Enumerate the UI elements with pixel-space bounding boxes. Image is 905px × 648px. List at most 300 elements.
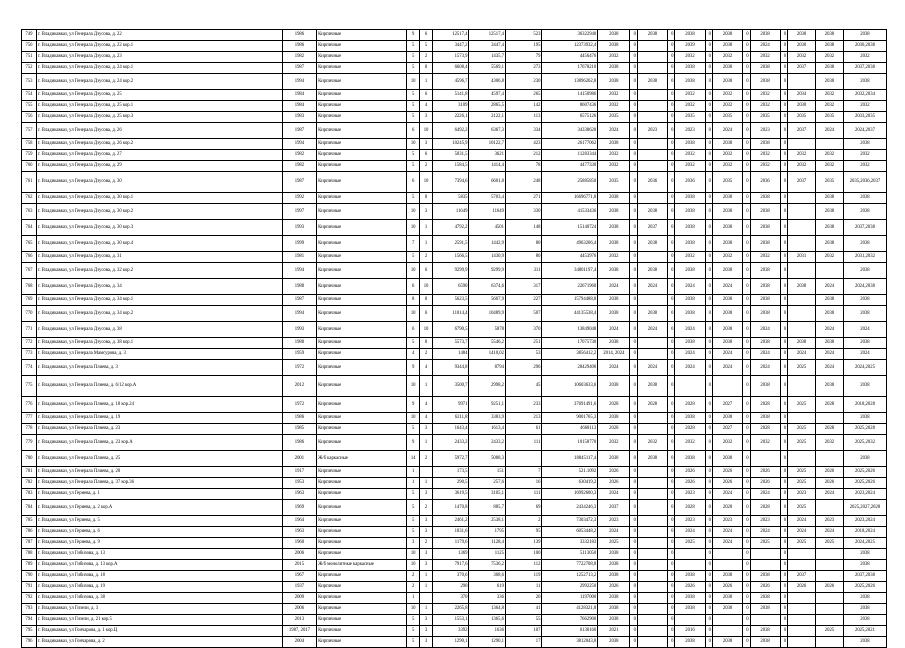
cell-repair-cost: 3332183 (542, 538, 598, 549)
cell-year-foundation: 2038 (788, 279, 816, 295)
cell-address: г. Владикавказ, ул Генерала Дзусова, д. 23 (37, 52, 283, 63)
cell-zero-1: 0 (630, 150, 638, 161)
cell-total-area: 2461,2 (432, 516, 468, 527)
cell-year-foundation: 2037 (788, 571, 816, 582)
cell-year-engineering: 2038 (713, 451, 743, 467)
cell-residents: 251 (505, 338, 541, 349)
cell-address: г. Владикавказ, ул Генерала Дзусова, д. 25 кор.1 (37, 101, 283, 112)
table-row (22, 478, 887, 489)
cell-year-other: 2038 (816, 63, 844, 74)
cell-living-area: 1435,7 (469, 52, 505, 63)
cell-zero-3: 0 (705, 451, 713, 467)
cell-year-engineering: 2038 (713, 263, 743, 279)
cell-entrances: 4 (420, 413, 433, 424)
cell-year-engineering: 2024 (713, 489, 743, 500)
cell-entrances: 3 (420, 626, 433, 637)
cell-year-basement: 2038 (750, 220, 780, 236)
cell-repair-cost: 34338620 (542, 123, 598, 139)
cell-residents: 370 (505, 322, 541, 338)
cell-wall-material: Кирпичные (317, 604, 407, 615)
cell-period-summary: 2038 (843, 193, 886, 204)
cell-year-facade: 2028 (675, 397, 705, 413)
cell-year-foundation: 2038 (788, 338, 816, 349)
cell-zero-3: 0 (705, 413, 713, 424)
cell-year-basement: 2025 (750, 538, 780, 549)
cell-zero-5: 0 (780, 582, 788, 593)
cell-zero-3: 0 (705, 626, 713, 637)
cell-total-area: 1179,6 (432, 538, 468, 549)
cell-living-area: 4597,4 (469, 90, 505, 101)
cell-year-elevator: 2024 (637, 279, 667, 295)
cell-repair-cost: 36322940 (542, 30, 598, 41)
cell-floors: 5 (407, 252, 420, 263)
cell-period-summary: 2024,2038 (843, 279, 886, 295)
cell-year-facade: 2032 (675, 90, 705, 101)
cell-zero-5: 0 (780, 63, 788, 74)
cell-year-basement: 2038 (750, 637, 780, 648)
cell-year-engineering: 2038 (713, 306, 743, 322)
cell-zero-2: 0 (667, 593, 675, 604)
cell-zero-1: 0 (630, 172, 638, 193)
cell-wall-material: Кирпичные (317, 101, 407, 112)
cell-year-built: 1963 (282, 527, 316, 538)
cell-year-engineering: 2038 (713, 571, 743, 582)
cell-zero-3: 0 (705, 338, 713, 349)
cell-entrances: 6 (420, 90, 433, 101)
cell-entrances: 10 (420, 322, 433, 338)
cell-year-engineering: 2028 (713, 500, 743, 516)
cell-zero-2: 0 (667, 52, 675, 63)
table-row (22, 451, 887, 467)
cell-residents: 69 (505, 500, 541, 516)
cell-year-facade: 2023 (675, 516, 705, 527)
cell-year-basement: 2038 (750, 604, 780, 615)
cell-total-area: 3500,7 (432, 376, 468, 397)
cell-year-elevator: 2038 (637, 236, 667, 252)
cell-year-elevator (637, 615, 667, 626)
cell-row-number: 771 (22, 322, 37, 338)
cell-row-number: 767 (22, 263, 37, 279)
cell-year-basement (750, 549, 780, 560)
cell-year-facade: 2036 (675, 172, 705, 193)
cell-zero-2: 0 (667, 500, 675, 516)
cell-zero-3: 0 (705, 236, 713, 252)
cell-period-summary: 2018,2028 (843, 397, 886, 413)
cell-zero-1: 0 (630, 376, 638, 397)
cell-row-number: 777 (22, 413, 37, 424)
cell-zero-3: 0 (705, 101, 713, 112)
cell-residents: 273 (505, 63, 541, 74)
cell-repair-cost: 15140724 (542, 220, 598, 236)
cell-year-foundation (788, 637, 816, 648)
cell-wall-material: Кирпичные (317, 435, 407, 451)
cell-zero-1: 0 (630, 527, 638, 538)
cell-year-built: 1960 (282, 538, 316, 549)
cell-address: г. Владикавказ, ул Гериева, д. 2 кор.А (37, 500, 283, 516)
cell-total-area: 173,5 (432, 467, 468, 478)
cell-zero-3: 0 (705, 397, 713, 413)
cell-year-facade: 2039 (675, 41, 705, 52)
table-row (22, 322, 887, 338)
cell-period-summary: 2038 (843, 604, 886, 615)
cell-year-built: 1994 (282, 139, 316, 150)
cell-period-summary: 2038 (843, 549, 886, 560)
cell-year-elevator: 2024 (637, 322, 667, 338)
cell-zero-1: 0 (630, 593, 638, 604)
cell-zero-5: 0 (780, 376, 788, 397)
cell-entrances: 2 (420, 349, 433, 360)
cell-total-area: 9971 (432, 397, 468, 413)
cell-floors: 9 (407, 360, 420, 376)
cell-zero-4: 0 (743, 593, 751, 604)
cell-year-roof: 2024 (598, 489, 630, 500)
cell-floors: 5 (407, 41, 420, 52)
cell-year-other: 2028 (816, 424, 844, 435)
cell-year-foundation (788, 549, 816, 560)
cell-entrances: 1 (420, 604, 433, 615)
cell-total-area: 2265,8 (432, 604, 468, 615)
cell-period-summary: 2038 (843, 263, 886, 279)
cell-total-area: 2433,2 (432, 435, 468, 451)
cell-zero-5: 0 (780, 279, 788, 295)
cell-zero-5: 0 (780, 30, 788, 41)
cell-year-facade: 2023 (675, 489, 705, 500)
cell-entrances: 4 (420, 101, 433, 112)
cell-row-number: 762 (22, 193, 37, 204)
cell-year-elevator (637, 637, 667, 648)
cell-year-foundation: 2037 (788, 63, 816, 74)
cell-year-roof: 2038 (598, 637, 630, 648)
cell-address: г. Владикавказ, ул Генерала Дзусова, д. 38 (37, 322, 283, 338)
cell-floors: 14 (407, 451, 420, 467)
cell-living-area: 1430,9 (469, 252, 505, 263)
cell-zero-5: 0 (780, 236, 788, 252)
table-row (22, 360, 887, 376)
cell-zero-4: 0 (743, 582, 751, 593)
table-row (22, 560, 887, 571)
cell-year-roof: 2026 (598, 478, 630, 489)
cell-wall-material: Кирпичные (317, 626, 407, 637)
cell-living-area: 336 (469, 593, 505, 604)
cell-year-built: 1987 (282, 295, 316, 306)
cell-year-elevator (637, 101, 667, 112)
cell-year-built: 1967 (282, 571, 316, 582)
cell-wall-material: Кирпичные (317, 63, 407, 74)
table-row (22, 615, 887, 626)
cell-zero-5: 0 (780, 451, 788, 467)
cell-year-built: 2009 (282, 593, 316, 604)
cell-total-area: 5141,8 (432, 90, 468, 101)
cell-year-engineering: 2032 (713, 161, 743, 172)
cell-repair-cost: 44135538,4 (542, 306, 598, 322)
cell-zero-5: 0 (780, 220, 788, 236)
cell-repair-cost: 1197000 (542, 593, 598, 604)
cell-address: г. Владикавказ, ул Гончарова, д. 1 кор.Ц (37, 626, 283, 637)
cell-residents: 100 (505, 549, 541, 560)
cell-row-number: 788 (22, 549, 37, 560)
cell-year-roof: 2032 (598, 252, 630, 263)
cell-residents: 195 (505, 41, 541, 52)
cell-year-roof: 2032 (598, 161, 630, 172)
cell-repair-cost: 13896262,8 (542, 74, 598, 90)
cell-zero-5: 0 (780, 397, 788, 413)
cell-row-number: 772 (22, 338, 37, 349)
cell-year-elevator: 2023 (637, 123, 667, 139)
cell-year-basement: 2024 (750, 322, 780, 338)
cell-living-area: 2865,5 (469, 101, 505, 112)
cell-year-basement: 2026 (750, 582, 780, 593)
cell-row-number: 764 (22, 220, 37, 236)
cell-year-facade: 2024 (675, 527, 705, 538)
table-row (22, 112, 887, 123)
cell-living-area: 10489,9 (469, 306, 505, 322)
cell-zero-2: 0 (667, 435, 675, 451)
cell-zero-4: 0 (743, 220, 751, 236)
cell-row-number: 759 (22, 150, 37, 161)
table-row (22, 489, 887, 500)
cell-zero-1: 0 (630, 41, 638, 52)
cell-zero-3: 0 (705, 204, 713, 220)
cell-year-elevator (637, 52, 667, 63)
cell-year-basement (750, 451, 780, 467)
table-row (22, 467, 887, 478)
cell-year-facade: 2038 (675, 139, 705, 150)
cell-row-number: 785 (22, 516, 37, 527)
cell-year-elevator (637, 112, 667, 123)
cell-year-elevator (637, 413, 667, 424)
cell-zero-2: 0 (667, 263, 675, 279)
cell-total-area: 1573,9 (432, 52, 468, 63)
cell-zero-3: 0 (705, 435, 713, 451)
cell-entrances: 3 (420, 549, 433, 560)
cell-zero-1: 0 (630, 349, 638, 360)
cell-zero-3: 0 (705, 306, 713, 322)
cell-year-foundation: 2024 (788, 516, 816, 527)
cell-year-built: 1987 (282, 172, 316, 193)
cell-address: г. Владикавказ, ул Генерала Дзусова, д. 24 кор.2 (37, 74, 283, 90)
cell-zero-1: 0 (630, 220, 638, 236)
cell-zero-4: 0 (743, 376, 751, 397)
cell-zero-3: 0 (705, 252, 713, 263)
cell-zero-2: 0 (667, 306, 675, 322)
cell-year-engineering: 2038 (713, 295, 743, 306)
cell-living-area: 6374,6 (469, 279, 505, 295)
cell-zero-3: 0 (705, 172, 713, 193)
cell-year-built: 1986 (282, 30, 316, 41)
cell-wall-material: Кирпичные (317, 478, 407, 489)
cell-year-elevator: 2038 (637, 376, 667, 397)
cell-living-area: 1414,4 (469, 161, 505, 172)
cell-living-area: 7536,2 (469, 560, 505, 571)
cell-zero-4: 0 (743, 397, 751, 413)
cell-year-other: 2038 (816, 30, 844, 41)
cell-year-basement: 2038 (750, 236, 780, 252)
cell-zero-4: 0 (743, 604, 751, 615)
cell-year-foundation: 2024 (788, 349, 816, 360)
cell-year-foundation (788, 236, 816, 252)
cell-living-area: 6367,3 (469, 123, 505, 139)
cell-zero-4: 0 (743, 204, 751, 220)
cell-year-elevator: 2038 (637, 306, 667, 322)
cell-wall-material: Кирпичные (317, 161, 407, 172)
cell-living-area: 8794 (469, 360, 505, 376)
cell-year-elevator: 2038 (637, 74, 667, 90)
cell-residents: 233 (505, 397, 541, 413)
cell-year-engineering (713, 376, 743, 397)
cell-repair-cost: 2992250 (542, 582, 598, 593)
cell-zero-4: 0 (743, 360, 751, 376)
cell-wall-material: Кирпичные (317, 322, 407, 338)
cell-address: г. Владикавказ, ул Гибизова, д. 18 (37, 571, 283, 582)
cell-zero-1: 0 (630, 236, 638, 252)
cell-wall-material: Кирпичные (317, 279, 407, 295)
cell-entrances: 2 (420, 52, 433, 63)
cell-address: г. Владикавказ, ул Генерала Плиева, д. 23 кор.А (37, 435, 283, 451)
cell-zero-3: 0 (705, 560, 713, 571)
cell-entrances: 3 (420, 139, 433, 150)
cell-entrances: 3 (420, 112, 433, 123)
cell-total-area: 3619,5 (432, 489, 468, 500)
cell-residents: 119 (505, 571, 541, 582)
cell-year-engineering: 2038 (713, 41, 743, 52)
cell-year-foundation: 2032 (788, 161, 816, 172)
cell-year-engineering: 2024 (713, 538, 743, 549)
cell-period-summary: 2030,2038 (843, 41, 886, 52)
cell-year-foundation: 2025 (788, 435, 816, 451)
cell-zero-4: 0 (743, 424, 751, 435)
table-row (22, 338, 887, 349)
cell-living-area: 12517,4 (469, 30, 505, 41)
cell-period-summary: 2025,2021 (843, 626, 886, 637)
table-row (22, 435, 887, 451)
cell-year-basement: 2038 (750, 193, 780, 204)
cell-year-other: 2026 (816, 467, 844, 478)
cell-year-other: 2024 (816, 489, 844, 500)
cell-year-roof: 2038 (598, 41, 630, 52)
cell-year-foundation: 2026 (788, 582, 816, 593)
cell-year-facade: 2032 (675, 101, 705, 112)
cell-wall-material: Кирпичные (317, 338, 407, 349)
cell-period-summary: 2025,2026 (843, 467, 886, 478)
cell-zero-2: 0 (667, 193, 675, 204)
cell-living-area: 3105,1 (469, 489, 505, 500)
cell-year-facade: 2038 (675, 74, 705, 90)
cell-year-built: 1987, 2017 (282, 626, 316, 637)
cell-living-area: 3383,9 (469, 413, 505, 424)
cell-year-roof: 2032 (598, 101, 630, 112)
cell-zero-2: 0 (667, 236, 675, 252)
cell-row-number: 774 (22, 360, 37, 376)
cell-zero-4: 0 (743, 306, 751, 322)
cell-living-area: 2122,1 (469, 112, 505, 123)
cell-year-built: 1997 (282, 204, 316, 220)
cell-repair-cost: 10603633,6 (542, 376, 598, 397)
cell-living-area: 1128,4 (469, 538, 505, 549)
cell-zero-3: 0 (705, 549, 713, 560)
cell-period-summary: 2032 (843, 150, 886, 161)
table-row (22, 527, 887, 538)
cell-zero-4: 0 (743, 295, 751, 306)
cell-address: г. Владикавказ, ул Генерала Дзусова, д. 38 кор.1 (37, 338, 283, 349)
cell-floors: 1 (407, 478, 420, 489)
cell-residents: 113 (505, 112, 541, 123)
cell-floors: 9 (407, 397, 420, 413)
cell-year-built: 1983 (282, 112, 316, 123)
cell-residents: 55 (505, 615, 541, 626)
table-row (22, 397, 887, 413)
cell-repair-cost: 25885850 (542, 172, 598, 193)
cell-year-built: 1964 (282, 516, 316, 527)
cell-zero-1: 0 (630, 489, 638, 500)
cell-year-facade (675, 615, 705, 626)
cell-year-other (816, 500, 844, 516)
cell-zero-5: 0 (780, 252, 788, 263)
table-row (22, 538, 887, 549)
cell-year-basement: 2032 (750, 90, 780, 101)
cell-repair-cost: 22671960 (542, 279, 598, 295)
cell-year-other: 2038 (816, 338, 844, 349)
cell-entrances: 2 (420, 451, 433, 467)
cell-year-roof: 2038 (598, 220, 630, 236)
cell-row-number: 796 (22, 637, 37, 648)
cell-zero-3: 0 (705, 604, 713, 615)
cell-year-other: 2032 (816, 101, 844, 112)
cell-zero-1: 0 (630, 435, 638, 451)
cell-living-area: 5703,4 (469, 193, 505, 204)
cell-year-engineering: 2024 (713, 527, 743, 538)
cell-floors: 5 (407, 424, 420, 435)
cell-row-number: 752 (22, 63, 37, 74)
cell-year-foundation: 2030 (788, 101, 816, 112)
cell-year-engineering: 2032 (713, 52, 743, 63)
cell-floors: 10 (407, 376, 420, 397)
cell-year-foundation: 2025 (788, 478, 816, 489)
cell-total-area: 12517,4 (432, 30, 468, 41)
cell-wall-material: Кирпичные (317, 516, 407, 527)
cell-year-foundation (788, 451, 816, 467)
cell-row-number: 787 (22, 538, 37, 549)
cell-zero-1: 0 (630, 112, 638, 123)
cell-period-summary: 2038 (843, 615, 886, 626)
cell-zero-1: 0 (630, 30, 638, 41)
cell-row-number: 754 (22, 90, 37, 101)
cell-total-area: 1566,5 (432, 252, 468, 263)
cell-entrances: 8 (420, 295, 433, 306)
cell-year-other (816, 593, 844, 604)
cell-year-built: 1972 (282, 360, 316, 376)
cell-address: г. Владикавказ, ул Генерала Плиева, д. 19 (37, 413, 283, 424)
cell-year-basement: 2026 (750, 467, 780, 478)
cell-year-facade (675, 560, 705, 571)
cell-repair-cost: 5113050 (542, 549, 598, 560)
cell-entrances: 1 (420, 74, 433, 90)
cell-year-engineering: 2038 (713, 30, 743, 41)
cell-total-area: 2591,5 (432, 236, 468, 252)
cell-year-elevator (637, 560, 667, 571)
cell-year-facade: 2025 (675, 538, 705, 549)
cell-year-elevator (637, 90, 667, 101)
cell-year-engineering: 2038 (713, 413, 743, 424)
cell-period-summary: 2023,2024 (843, 489, 886, 500)
cell-year-other: 2038 (816, 220, 844, 236)
cell-zero-4: 0 (743, 263, 751, 279)
cell-wall-material: Кирпичные (317, 41, 407, 52)
cell-floors: 5 (407, 63, 420, 74)
cell-floors: 10 (407, 204, 420, 220)
cell-year-engineering: 2023 (713, 516, 743, 527)
cell-floors: 1 (407, 593, 420, 604)
cell-living-area: 1636 (469, 626, 505, 637)
